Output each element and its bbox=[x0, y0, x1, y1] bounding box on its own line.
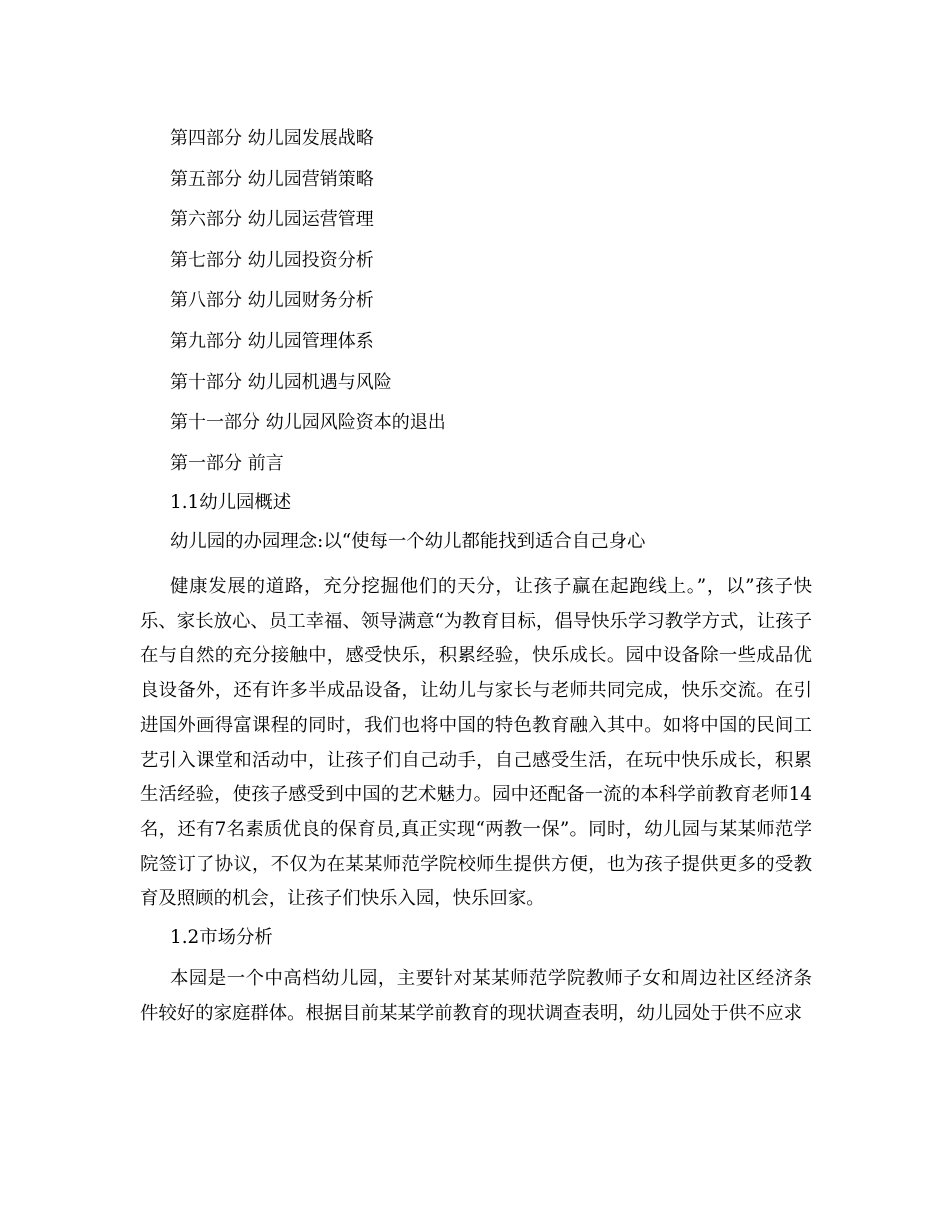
table-of-contents bbox=[170, 124, 810, 489]
toc-item-part-5: 第五部分 幼儿园营销策略 bbox=[170, 168, 374, 190]
toc-item-part-9: 第九部分 幼儿园管理体系 bbox=[170, 330, 374, 352]
toc-item-part-7: 第七部分 幼儿园投资分析 bbox=[170, 249, 374, 271]
section-heading-1-2: 1.2市场分析 bbox=[170, 927, 273, 949]
philosophy-line: 幼儿园的办园理念:以“使每一个幼儿都能找到适合自己身心 bbox=[170, 531, 646, 552]
toc-item-part-10: 第十部分 幼儿园机遇与风险 bbox=[170, 371, 392, 393]
market-analysis-paragraph: 本园是一个中高档幼儿园，主要针对某某师范学院教师子女和周边社区经济条件较好的家庭群体。根据目前某某学前教育的现状调查表明，幼儿园处于供不应求 bbox=[140, 968, 812, 1024]
document-body bbox=[140, 488, 812, 1031]
toc-item-part-6: 第六部分 幼儿园运营管理 bbox=[170, 209, 374, 231]
toc-item-part-11: 第十一部分 幼儿园风险资本的退出 bbox=[170, 412, 446, 434]
overview-paragraph: 健康发展的道路，充分挖掘他们的天分，让孩子赢在起跑线上。”，以”孩子快乐、家长放心、员工幸福、领导满意“为教育目标，倡导快乐学习教学方式，让孩子在与自然的充分接触中，感受快乐，积累经验，快乐成长。园中设备除一些成品优良设备外，还有许多半成品设备，让幼儿与家长与老师共同完成，快乐交流。在引进国外画得富课程的同时，我们也将中国的特色教育融入其中。如将中国的民间工艺引入课堂和活动中，让孩子们自己动手，自己感受生活，在玩中快乐成长，积累生活经验，使孩子感受到中国的艺术魅力。园中还配备一流的本科学前教育老师14名，还有7名素质优良的保育员,真正实现“两教一保”。同时，幼儿园与某某师范学院签订了协议，不仅为在某某师范学院校师生提供方便，也为孩子提供更多的受教育及照顾的机会，让孩子们快乐入园，快乐回家。 bbox=[140, 576, 812, 910]
toc-item-part-1: 第一部分 前言 bbox=[170, 452, 284, 474]
toc-item-part-8: 第八部分 幼儿园财务分析 bbox=[170, 290, 374, 312]
toc-item-part-4: 第四部分 幼儿园发展战略 bbox=[170, 128, 374, 149]
section-heading-1-1: 1.1幼儿园概述 bbox=[170, 492, 292, 513]
